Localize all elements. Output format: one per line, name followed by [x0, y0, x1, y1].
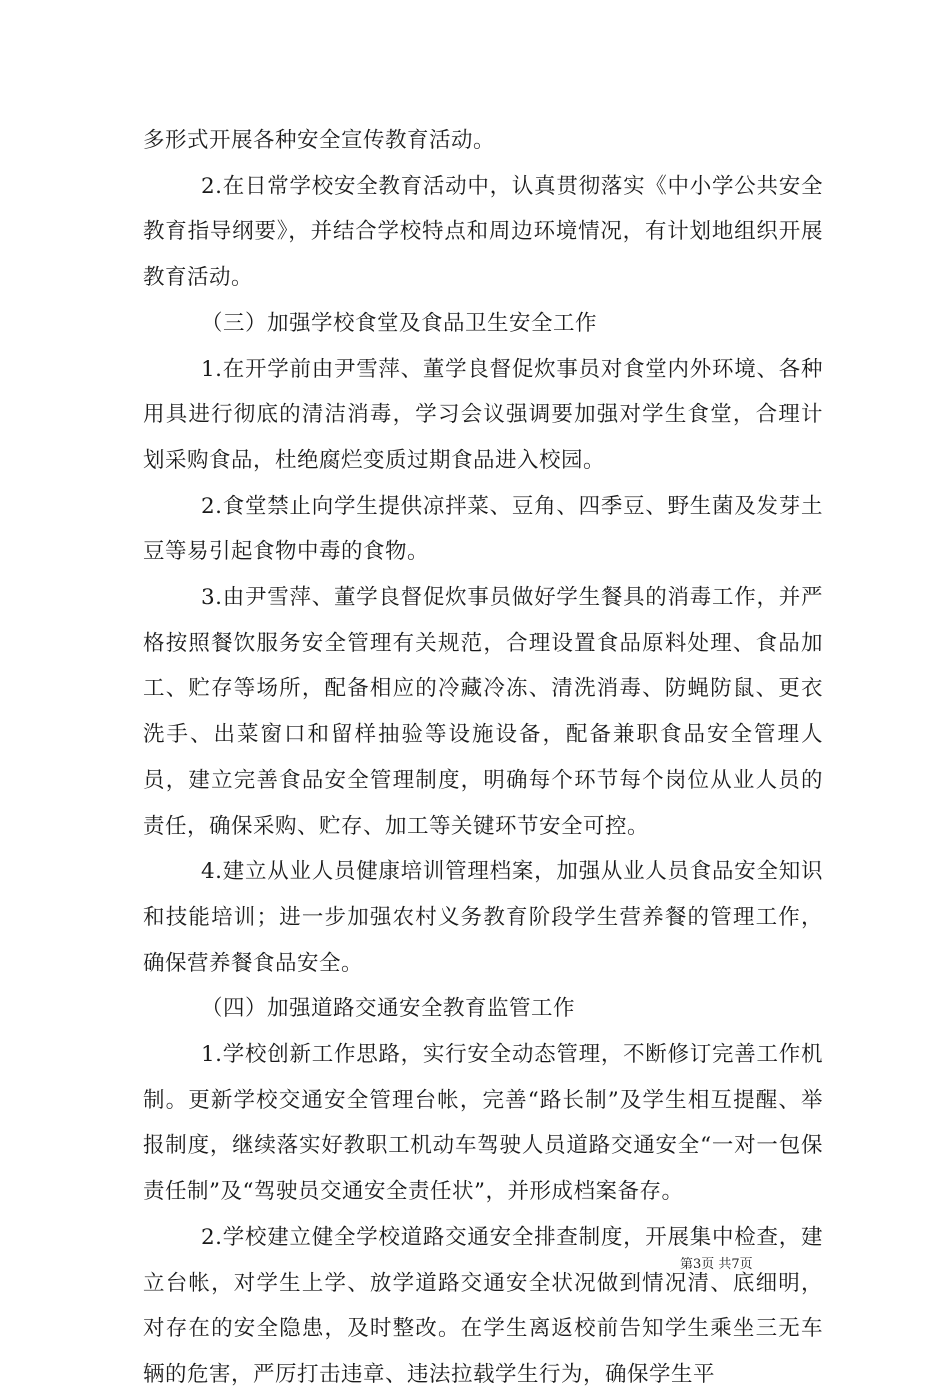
- paragraph-continuation: 多形式开展各种安全宣传教育活动。: [143, 128, 496, 153]
- paragraph-item: 4.建立从业人员健康培训管理档案，加强从业人员食品安全知识和技能培训；进一步加强农村义务教育阶段学生营养餐的管理工作，确保营养餐食品安全。: [143, 859, 823, 976]
- paragraph-item: 2.在日常学校安全教育活动中，认真贯彻落实《中小学公共安全教育指导纲要》，并结合学校特点和周边环境情况，有计划地组织开展教育活动。: [143, 173, 823, 291]
- section-heading: （四）加强道路交通安全教育监管工作: [201, 996, 576, 1022]
- paragraph-item: 1.在开学前由尹雪萍、董学良督促炊事员对食堂内外环境、各种用具进行彻底的清洁消毒，学习会议强调要加强对学生食堂，合理计划采购食品，杜绝腐烂变质过期食品进入校园。: [143, 356, 823, 473]
- paragraph-item: 3.由尹雪萍、董学良督促炊事员做好学生餐具的消毒工作，并严格按照餐饮服务安全管理有关规范，合理设置食品原料处理、食品加工、贮存等场所，配备相应的冷藏冷冻、清洗消毒、防蝇防鼠、更衣洗手、出菜窗口和留样抽验等设施设备，配备兼职食品安全管理人员，建立完善食品安全管理制度，明确每个环节每个岗位从业人员的责任，确保采购、贮存、加工等关键环节安全可控。: [143, 585, 823, 839]
- page-number: 第3页 共7页: [680, 1257, 753, 1272]
- paragraph-item: 2.食堂禁止向学生提供凉拌菜、豆角、四季豆、野生菌及发芽土豆等易引起食物中毒的食物。: [143, 493, 823, 565]
- paragraph-item: 2.学校建立健全学校道路交通安全排查制度，开展集中检查，建立台帐，对学生上学、放学道路交通安全状况做到情况清、底细明，对存在的安全隐患，及时整改。在学生离返校前告知学生乘坐三无车辆的危害，严厉打击违章、违法拉载学生行为，确保学生平: [143, 1224, 823, 1387]
- paragraph-item: 1.学校创新工作思路，实行安全动态管理，不断修订完善工作机制。更新学校交通安全管理台帐，完善“路长制”及学生相互提醒、举报制度，继续落实好教职工机动车驾驶人员道路交通安全“一对一包保责任制”及“驾驶员交通安全责任状”，并形成档案备存。: [143, 1042, 823, 1205]
- section-heading: （三）加强学校食堂及食品卫生安全工作: [201, 310, 598, 336]
- document-body: [143, 118, 823, 1398]
